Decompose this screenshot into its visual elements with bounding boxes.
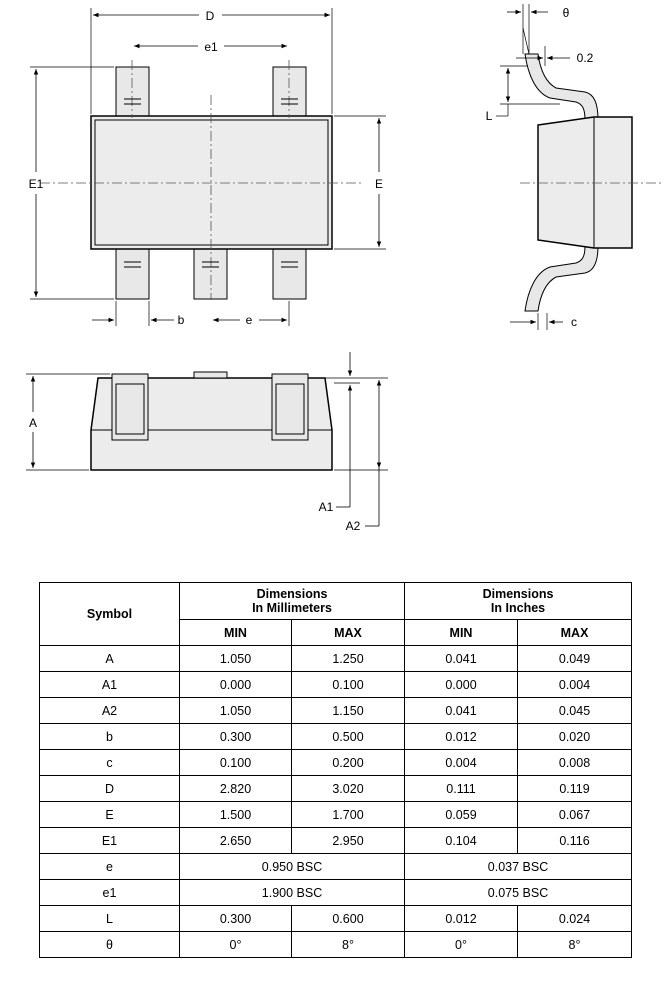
- cell-mm-min: 1.050: [180, 698, 292, 724]
- label-theta: θ: [562, 6, 570, 20]
- header-in-line1: Dimensions: [482, 587, 554, 601]
- cell-symbol: D: [40, 776, 180, 802]
- cell-symbol: L: [40, 906, 180, 932]
- lead-bottom-middle: [194, 247, 227, 299]
- header-in-max: MAX: [518, 620, 632, 646]
- table-row: [40, 854, 632, 880]
- table-row: [40, 724, 632, 750]
- cell-mm-max: 1.700: [292, 802, 405, 828]
- table-row: [40, 906, 632, 932]
- label-A: A: [28, 416, 38, 430]
- table-row: [40, 932, 632, 958]
- header-in-min: MIN: [405, 620, 518, 646]
- cell-in-min: 0.104: [405, 828, 518, 854]
- cell-symbol: E: [40, 802, 180, 828]
- cell-mm-max: 0.100: [292, 672, 405, 698]
- lead-top-left: [116, 67, 149, 119]
- cell-in-max: 0.067: [518, 802, 632, 828]
- label-e1: e1: [204, 40, 218, 54]
- cell-in-min: 0.012: [405, 906, 518, 932]
- header-inches: [405, 583, 632, 620]
- header-in-line2: In Inches: [490, 601, 546, 615]
- top-view: [29, 8, 386, 327]
- header-mm-min: MIN: [180, 620, 292, 646]
- table-row: [40, 698, 632, 724]
- header-mm-line2: In Millimeters: [252, 601, 332, 615]
- cell-symbol: e: [40, 854, 180, 880]
- label-L: L: [485, 109, 493, 123]
- cell-mm-min: 1.050: [180, 646, 292, 672]
- header-symbol: Symbol: [40, 583, 180, 646]
- cell-mm-max: 1.250: [292, 646, 405, 672]
- label-E1: E1: [28, 177, 44, 191]
- front-top-bump: [194, 372, 227, 378]
- cell-in-bsc: 0.075 BSC: [405, 880, 632, 906]
- cell-symbol: A1: [40, 672, 180, 698]
- cell-mm-max: 1.150: [292, 698, 405, 724]
- lead-bottom-right: [273, 247, 306, 299]
- cell-in-min: 0°: [405, 932, 518, 958]
- cell-in-min: 0.041: [405, 698, 518, 724]
- cell-symbol: e1: [40, 880, 180, 906]
- cell-mm-min: 0.300: [180, 724, 292, 750]
- cell-in-min: 0.059: [405, 802, 518, 828]
- table-row: [40, 646, 632, 672]
- label-gauge: 0.2: [576, 51, 594, 65]
- table-row: [40, 750, 632, 776]
- label-A1: A1: [318, 500, 334, 514]
- cell-in-max: 8°: [518, 932, 632, 958]
- table-row: [40, 672, 632, 698]
- cell-in-min: 0.111: [405, 776, 518, 802]
- header-mm-line1: Dimensions: [256, 587, 328, 601]
- cell-mm-max: 8°: [292, 932, 405, 958]
- label-A2: A2: [345, 519, 361, 533]
- label-E: E: [374, 177, 384, 191]
- cell-in-max: 0.020: [518, 724, 632, 750]
- front-view: [26, 352, 388, 533]
- cell-in-bsc: 0.037 BSC: [405, 854, 632, 880]
- cell-mm-min: 0°: [180, 932, 292, 958]
- cell-mm-min: 0.000: [180, 672, 292, 698]
- cell-mm-max: 0.200: [292, 750, 405, 776]
- cell-mm-min: 0.100: [180, 750, 292, 776]
- cell-mm-min: 0.300: [180, 906, 292, 932]
- label-D: D: [205, 9, 215, 23]
- cell-mm-max: 0.600: [292, 906, 405, 932]
- table-row: [40, 802, 632, 828]
- dimensions-table: [39, 582, 632, 958]
- cell-in-max: 0.045: [518, 698, 632, 724]
- cell-symbol: E1: [40, 828, 180, 854]
- table-row: [40, 880, 632, 906]
- cell-symbol: c: [40, 750, 180, 776]
- cell-mm-max: 2.950: [292, 828, 405, 854]
- cell-mm-bsc: 0.950 BSC: [180, 854, 405, 880]
- label-b: b: [177, 313, 185, 327]
- package-body-top: [91, 116, 332, 249]
- header-mm-max: MAX: [292, 620, 405, 646]
- cell-in-max: 0.024: [518, 906, 632, 932]
- table-row: [40, 776, 632, 802]
- table-row: [40, 828, 632, 854]
- lead-bottom-left: [116, 247, 149, 299]
- cell-in-min: 0.041: [405, 646, 518, 672]
- cell-in-max: 0.004: [518, 672, 632, 698]
- cell-in-max: 0.049: [518, 646, 632, 672]
- cell-in-min: 0.000: [405, 672, 518, 698]
- cell-symbol: A2: [40, 698, 180, 724]
- cell-in-max: 0.119: [518, 776, 632, 802]
- label-c: c: [571, 315, 577, 329]
- cell-symbol: b: [40, 724, 180, 750]
- cell-symbol: θ: [40, 932, 180, 958]
- cell-in-max: 0.008: [518, 750, 632, 776]
- cell-mm-min: 1.500: [180, 802, 292, 828]
- cell-mm-bsc: 1.900 BSC: [180, 880, 405, 906]
- side-lead-bottom: [525, 246, 598, 311]
- cell-mm-max: 0.500: [292, 724, 405, 750]
- package-body-side: [538, 117, 632, 248]
- lead-top-right: [273, 67, 306, 119]
- table-body: [40, 646, 632, 958]
- side-view: [486, 4, 662, 330]
- cell-mm-min: 2.820: [180, 776, 292, 802]
- cell-mm-max: 3.020: [292, 776, 405, 802]
- cell-in-min: 0.004: [405, 750, 518, 776]
- cell-in-max: 0.116: [518, 828, 632, 854]
- cell-in-min: 0.012: [405, 724, 518, 750]
- header-millimeters: [180, 583, 405, 620]
- label-e: e: [245, 313, 253, 327]
- cell-symbol: A: [40, 646, 180, 672]
- cell-mm-min: 2.650: [180, 828, 292, 854]
